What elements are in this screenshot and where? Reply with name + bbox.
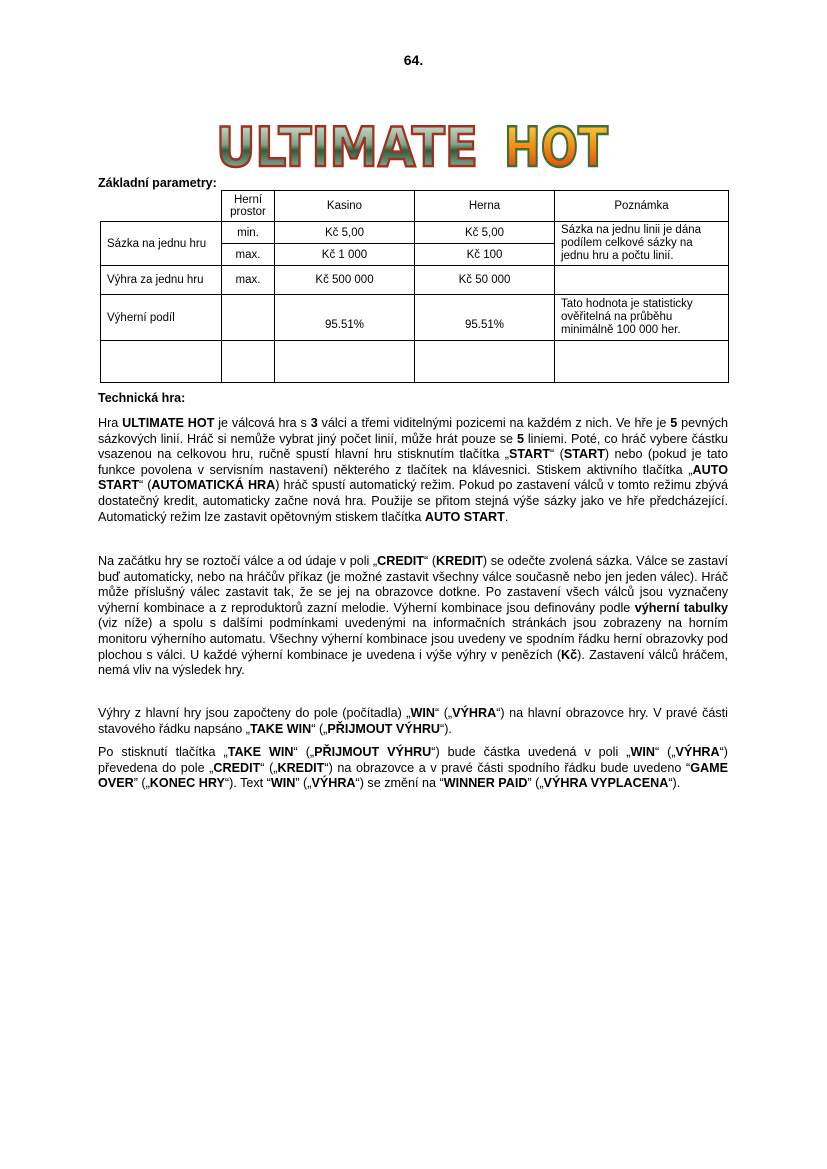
bold-text: WIN (270, 776, 296, 791)
bet-max-kasino: Kč 1 000 (275, 244, 415, 266)
win-herna: Kč 50 000 (415, 266, 555, 295)
page-number: 64. (403, 52, 424, 68)
text-segment: Výhry z hlavní hry jsou započteny do pole (počítadla) „ (98, 706, 411, 720)
row-label-rtp: Výherní podíl (101, 295, 222, 341)
text-segment: “) na hlavní obrazovce hry. V pravé části stavového řádku napsáno „ (98, 706, 728, 736)
bold-text: Kč (561, 647, 578, 662)
text-segment: ) nebo (pokud je tato funkce povolena v servisním nastavení) některého z tlačítek na klávesnici. Stiskem aktivního tlačítka „ (98, 447, 729, 477)
text-segment: “ ( (550, 447, 564, 462)
bold-text: KONEC HRY (149, 776, 225, 791)
bold-text: CREDIT (377, 554, 425, 568)
bold-text: AUTO START (424, 509, 505, 524)
text-segment: válci a třemi viditelnými pozicemi na každém z nich. Ve hře je (317, 416, 671, 430)
bet-min-kasino: Kč 5,00 (275, 222, 415, 244)
rtp-kasino: 95.51% (275, 295, 415, 341)
text-segment: pevných sázkových linií. Hráč si nemůže vybrat jiný počet linií, může hrát pouze se (98, 416, 729, 446)
text-segment: ” („ (527, 776, 544, 791)
bold-text: WIN (410, 706, 435, 720)
bold-text: VÝHRA (311, 776, 356, 791)
bold-text: START (509, 447, 551, 462)
bold-text: TAKE WIN (249, 721, 312, 736)
bet-note: Sázka na jednu linii je dána podílem celkové sázky na jednu hru a počtu linií. (555, 222, 729, 266)
text-segment: ” („ (295, 776, 312, 791)
win-kasino: Kč 500 000 (275, 266, 415, 295)
logo-word-hot: HOT (504, 116, 609, 179)
text-segment: “) na obrazovce a v pravé části spodního řádku bude uvedeno “ (324, 760, 691, 775)
win-limit: max. (222, 266, 275, 295)
text-segment: Hra (98, 416, 123, 430)
text-segment: “ ( (139, 478, 152, 493)
bold-text: GAME OVER (98, 760, 728, 791)
text-segment: ) hráč spustí automatický režim. Pokud po zastavení válců v tomto režimu zbývá dostatečný kredit, automaticky začne nová hra. Použije se přitom stejná výše sázky jako ve hře předcházející. Automatický režim lze zastavit opětovným stiskem tlačítka (98, 478, 728, 524)
bet-max-herna: Kč 100 (415, 244, 555, 266)
text-segment: ” („ (133, 776, 150, 791)
rtp-herna: 95.51% (415, 295, 555, 341)
rtp-note: Tato hodnota je statisticky ověřitelná na průběhu minimálně 100 000 her. (555, 295, 729, 341)
bold-text: 5 (670, 416, 678, 430)
paragraph-game-description (98, 416, 728, 525)
bold-text: AUTOMATICKÁ HRA (151, 478, 276, 493)
section-title-basic-parameters: Základní parametry: (98, 176, 217, 190)
paragraph-take-win (98, 745, 728, 792)
bet-max-limit: max. (222, 244, 275, 266)
text-segment: “). (668, 776, 681, 791)
row-label-bet: Sázka na jednu hru (101, 222, 222, 266)
text-segment: “ („ (311, 721, 328, 736)
text-segment: (viz níže) a spolu s dalšími podmínkami uvedenými na informačních stránkách jsou zobrazeny na horním monitoru výherního automatu. Všechny výherní kombinace jsou uvedeny ve spodním řádku herní obrazovky pod plochou s válci. U každé výherní kombinace je uvedena i výše výhry v penězích ( (98, 616, 728, 662)
bold-text: PŘIJMOUT VÝHRU (327, 721, 441, 736)
text-segment: “ ( (424, 554, 437, 568)
bold-text: VÝHRA (452, 706, 497, 720)
header-note: Poznámka (555, 191, 729, 222)
text-segment: . (504, 509, 509, 524)
text-segment: liniemi. Poté, co hráč vybere částku vsazenou na celkovou hru, ručně spustí hlavní hru stisknutím tlačítka „ (98, 431, 728, 462)
bold-text: VÝHRA (675, 745, 720, 759)
text-segment: “ („ (435, 706, 453, 720)
parameters-table (100, 190, 729, 383)
text-segment: Po stisknutí tlačítka „ (98, 745, 228, 759)
text-segment: “). Text “ (224, 776, 271, 791)
text-segment: “) převedena do pole „ (98, 745, 728, 775)
bold-text: výherní tabulky (634, 600, 729, 615)
text-segment: “) bude částka uvedená v poli „ (431, 745, 631, 759)
bold-text: START (563, 447, 605, 462)
bold-text: TAKE WIN (227, 745, 294, 759)
text-segment: ) se odečte zvolená sázka. Válce se zastaví buď automaticky, nebo na hráčův příkaz (je možné zastavit všechny válce současně nebo jen jeden válec). Hráč může příslušný válec zastavit tak, že se jej na obrazovce dotkne. Po zastavení všech válců jsou vyznačeny výherní kombinace a z reproduktorů zazní melodie. Výherní kombinace jsou definovány podle (98, 554, 728, 615)
bold-text: KREDIT (436, 554, 483, 568)
bold-text: VÝHRA VYPLACENA (543, 776, 669, 791)
bold-text: KREDIT (277, 760, 325, 775)
text-segment: “ („ (654, 745, 676, 759)
header-game-space: Herní prostor (222, 191, 275, 222)
text-segment: “ („ (260, 760, 278, 775)
text-segment: Na začátku hry se roztočí válce a od údaje v poli „ (98, 554, 378, 568)
text-segment: ). Zastavení válců hráčem, nemá vliv na výsledek hry. (98, 647, 728, 678)
bold-text: PŘIJMOUT VÝHRU (314, 745, 432, 759)
text-segment: “). (440, 721, 452, 736)
bold-text: AUTO START (98, 462, 728, 493)
bold-text: WIN (630, 745, 655, 759)
bold-text: 5 (516, 431, 524, 446)
text-segment: je válcová hra s (214, 416, 311, 430)
ultimate-hot-logo (212, 112, 612, 178)
bet-min-herna: Kč 5,00 (415, 222, 555, 244)
bold-text: 3 (310, 416, 318, 430)
text-segment: “) se změní na “ (355, 776, 444, 791)
row-label-win: Výhra za jednu hru (101, 266, 222, 295)
bold-text: WINNER PAID (443, 776, 528, 791)
header-kasino: Kasino (275, 191, 415, 222)
section-title-technical-game: Technická hra: (98, 391, 186, 405)
bold-text: ULTIMATE HOT (122, 416, 215, 430)
logo-word-ultimate: ULTIMATE (216, 116, 478, 179)
bold-text: CREDIT (213, 760, 261, 775)
paragraph-reels (98, 554, 728, 679)
header-herna: Herna (415, 191, 555, 222)
bet-min-limit: min. (222, 222, 275, 244)
paragraph-win-counter (98, 706, 728, 737)
text-segment: “ („ (293, 745, 315, 759)
